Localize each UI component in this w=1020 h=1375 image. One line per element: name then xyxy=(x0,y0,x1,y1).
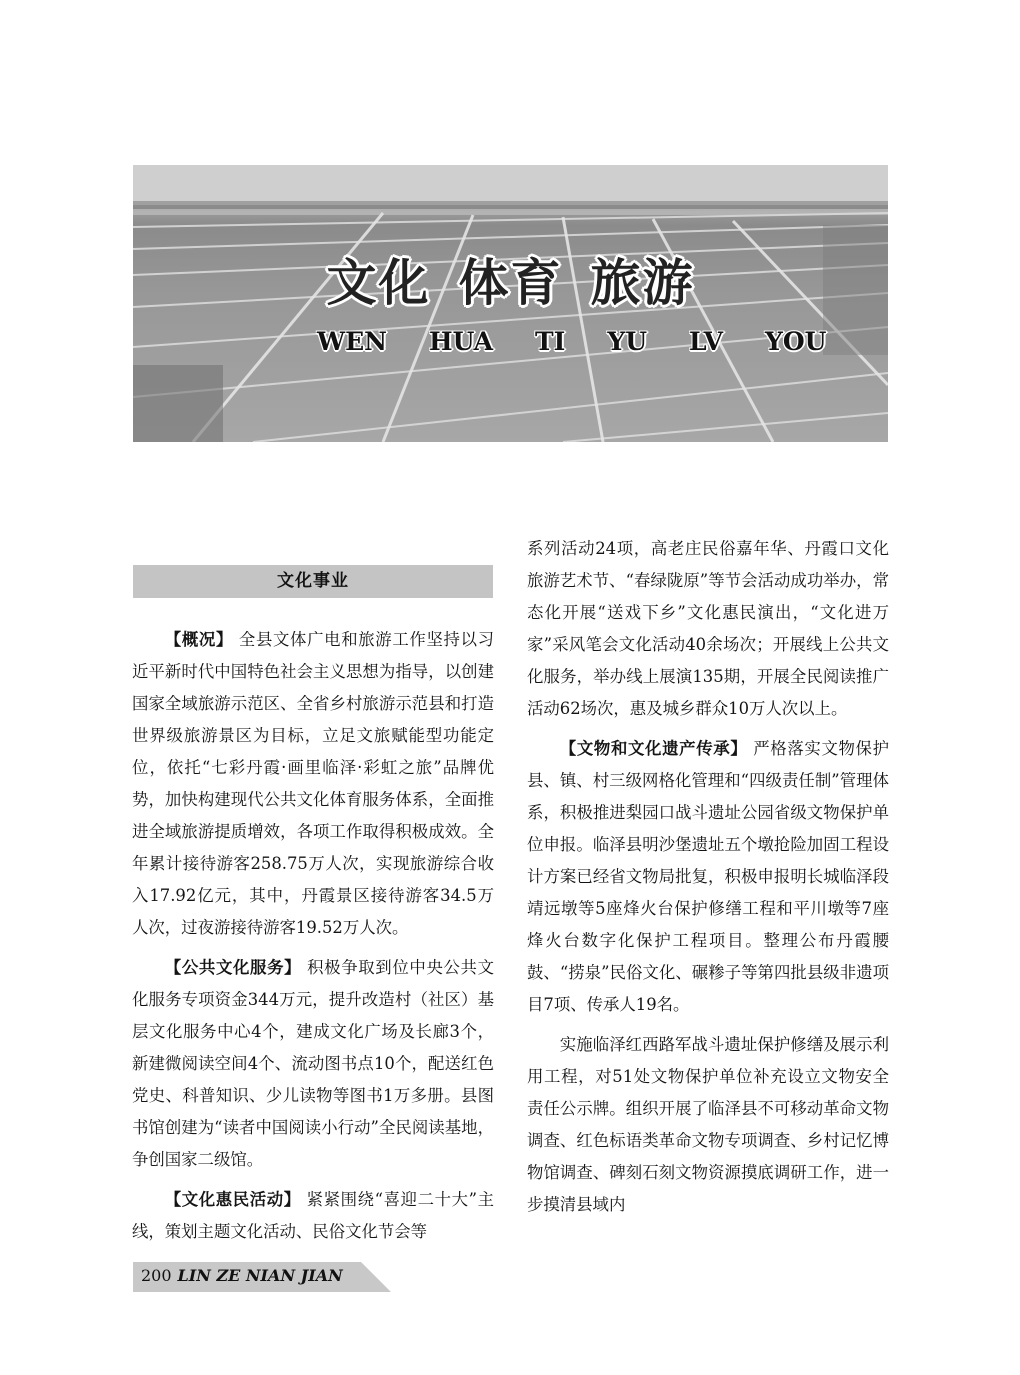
paragraph xyxy=(132,952,494,1176)
page-footer xyxy=(133,1262,393,1292)
paragraph-text: 实施临泽红西路军战斗遗址保护修缮及展示利用工程，对51处文物保护单位补充设立文物安全责任公示牌。组织开展了临泽县不可移动革命文物调查、红色标语类革命文物专项调查、乡村记忆博物馆调查、碑刻石刻文物资源摸底调研工作，进一步摸清县域内 xyxy=(527,1035,889,1214)
banner-title-word: 体育 xyxy=(458,254,563,312)
paragraph xyxy=(132,1184,494,1248)
banner-subtitle-word: HUA xyxy=(428,327,494,356)
paragraph-text: 系列活动24项，高老庄民俗嘉年华、丹霞口文化旅游艺术节、“春绿陇原”等节会活动成功举办，常态化开展“送戏下乡”文化惠民演出，“文化进万家”采风笔会文化活动40余场次；开展线上公共文化服务，举办线上展演135期，开展全民阅读推广活动62场次，惠及城乡群众10万人次以上。 xyxy=(527,539,889,718)
paragraph-text: 紧紧围绕“喜迎二十大”主线，策划主题文化活动、民俗文化节会等 xyxy=(132,1190,494,1241)
paragraph-text: 全县文体广电和旅游工作坚持以习近平新时代中国特色社会主义思想为指导，以创建国家全域旅游示范区、全省乡村旅游示范县和打造世界级旅游景区为目标，立足文旅赋能型功能定位，依托“七彩丹霞·画里临泽·彩虹之旅”品牌优势，加快构建现代公共文化体育服务体系，全面推进全域旅游提质增效，各项工作取得积极成效。全年累计接待游客258.75万人次，实现旅游综合收入17.92亿元，其中，丹霞景区接待游客34.5万人次，过夜游接待游客19.52万人次。 xyxy=(132,630,495,937)
paragraph-keyword: 【文物和文化遗产传承】 xyxy=(559,739,748,758)
banner-title-word: 旅游 xyxy=(590,254,695,312)
running-title: LIN ZE NIAN JIAN xyxy=(177,1266,343,1285)
paragraph-keyword: 【文化惠民活动】 xyxy=(164,1190,301,1209)
paragraph xyxy=(527,1029,889,1221)
banner-subtitle-word: TI xyxy=(535,327,566,356)
banner-subtitle-word: LV xyxy=(689,327,724,356)
paragraph-keyword: 【公共文化服务】 xyxy=(164,958,302,977)
banner-subtitle-word: YOU xyxy=(765,327,827,356)
right-column xyxy=(527,533,889,1221)
section-heading: 文化事业 xyxy=(133,565,493,598)
banner-title-word: 文化 xyxy=(326,254,431,312)
banner-subtitle-word: YU xyxy=(607,327,648,356)
footer-text xyxy=(141,1266,343,1285)
paragraph-text: 积极争取到位中央公共文化服务专项资金344万元，提升改造村（社区）基层文化服务中心4个，建成文化广场及长廊3个，新建微阅读空间4个、流动图书点10个，配送红色党史、科普知识、少儿读物等图书1万多册。县图书馆创建为“读者中国阅读小行动”全民阅读基地，争创国家二级馆。 xyxy=(132,958,495,1169)
page-number: 200 xyxy=(141,1266,172,1285)
paragraph-text: 严格落实文物保护县、镇、村三级网格化管理和“四级责任制”管理体系，积极推进梨园口战斗遗址公园省级文物保护单位申报。临泽县明沙堡遗址五个墩抢险加固工程设计方案已经省文物局批复，积极申报明长城临泽段靖远墩等5座烽火台保护修缮工程和平川墩等7座烽火台数字化保护工程项目。整理公布丹霞腰鼓、“捞泉”民俗文化、碾糁子等第四批县级非遗项目7项、传承人19名。 xyxy=(527,739,890,1014)
banner-subtitle-word: WEN xyxy=(317,327,387,356)
banner-subtitle xyxy=(317,327,868,356)
paragraph-keyword: 【概况】 xyxy=(164,630,234,649)
paragraph xyxy=(527,733,889,1021)
header-banner xyxy=(133,165,888,442)
banner-title xyxy=(133,243,888,315)
paragraph xyxy=(132,624,494,944)
paragraph xyxy=(527,533,889,725)
left-column xyxy=(132,624,494,1248)
